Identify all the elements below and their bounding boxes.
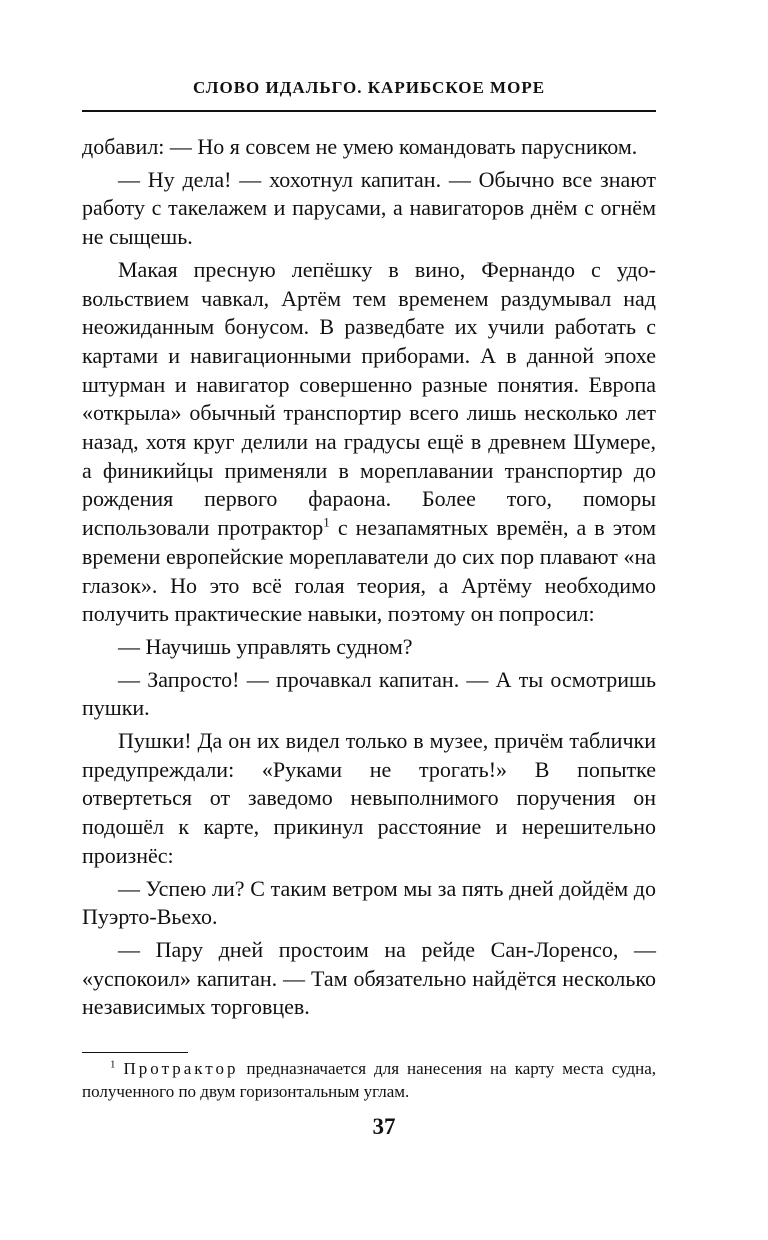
paragraph: добавил: — Но я совсем не умею командовать парусником.: [82, 134, 638, 159]
body-text: [82, 133, 656, 1026]
paragraph: Пушки! Да он их видел только в музее, причём таблички предупреждали: «Руками не трогать!» В попытке отвертеться от заведомо невыполнимого поручения он подошёл к карте, прикинул расстояние и нерешительно произнёс:: [82, 728, 656, 868]
paragraph: — Ну дела! — хохотнул капитан. — Обычно все знают работу с такелажем и парусами, а навигаторов днём с огнём не сыщешь.: [82, 166, 656, 250]
paragraph-text: Макая пресную лепёшку в вино, Фернандо с удовольствием чавкал, Артём тем временем раздумывал над неожиданным бонусом. В разведбате их учили работать с картами и навигационными приборами. А в данной эпохе штурман и навигатор совершенно разные понятия. Европа «открыла» обычный транспортир всего лишь несколько лет назад, хотя круг делили на градусы ещё в древнем Шумере, а финикийцы применяли в мореплавании транспортир до рождения первого фараона. Более того, поморы использовали протрактор: [82, 256, 656, 541]
footnote-text: предназначается для нанесения на карту места судна, полученного по двум горизонтальным углам.: [82, 1059, 656, 1101]
footnote-rule: [82, 1052, 188, 1053]
paragraph: — Запросто! — прочавкал капитан. — А ты осмотришь пушки.: [82, 666, 656, 721]
page-number: 37: [372, 1114, 396, 1139]
footnote-marker: 1: [110, 1058, 116, 1071]
paragraph-text: с незапамятных времён, а в этом времени европейские мореплаватели до сих пор плавают «на глазок». Но это всё голая теория, а Артёму необходимо получить практические навыки, поэтому он попросил:: [82, 515, 656, 627]
running-head: СЛОВО ИДАЛЬГО. КАРИБСКОЕ МОРЕ: [192, 78, 546, 97]
paragraph: — Пару дней простоим на рейде Сан-Лоренсо, — «успокоил» капитан. — Там обязательно найдётся несколько независимых торговцев.: [82, 936, 656, 1020]
paragraph: — Успею ли? С таким ветром мы за пять дней дойдём до Пуэрто-Вьехо.: [82, 875, 656, 930]
footnote-term: Протрактор: [123, 1059, 239, 1078]
footnote: [82, 1057, 656, 1103]
paragraph: — Научишь управлять судном?: [118, 633, 413, 659]
footnote-reference: 1: [323, 514, 330, 530]
header-rule: [82, 110, 656, 112]
paragraph: [82, 256, 656, 629]
